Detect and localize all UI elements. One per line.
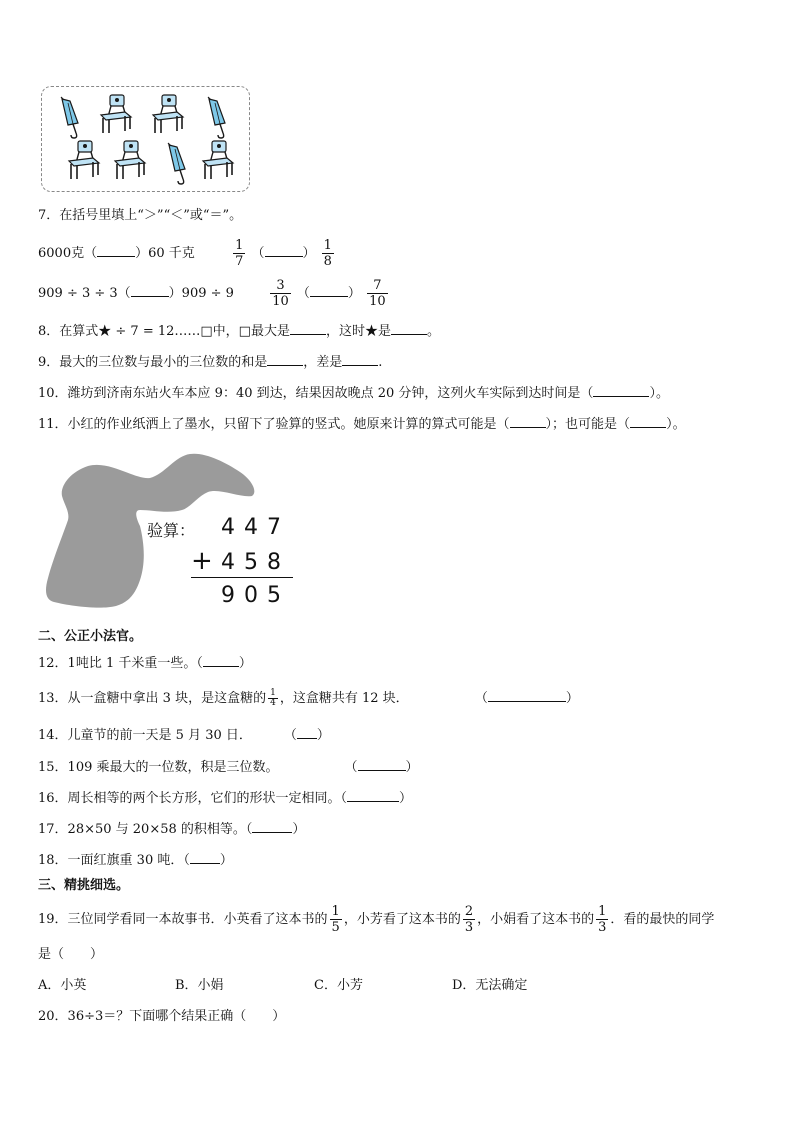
q15: 15．109 乘最大的一位数，积是三位数。 （ ） [38, 760, 419, 775]
chair-icon [115, 141, 145, 179]
q20: 20．36÷3＝？下面哪个结果正确（ ） [38, 1009, 286, 1024]
addend-2: 4 5 8 [221, 550, 282, 575]
answer-blank[interactable] [347, 789, 399, 802]
answer-blank[interactable] [510, 415, 546, 428]
chair-icon [69, 141, 99, 179]
answer-blank[interactable] [290, 322, 326, 335]
answer-blank[interactable] [252, 820, 292, 833]
fraction-1-3: $\frac{1}{3}$ [598, 904, 607, 935]
answer-blank[interactable] [391, 322, 427, 335]
answer-blank[interactable] [342, 353, 378, 366]
sum-result: 9 0 5 [221, 583, 282, 608]
umbrella-icon [208, 97, 225, 138]
chair-icon [153, 95, 183, 133]
q8: 8．在算式★ ÷ 7 = 12……□中，□最大是 ，这时★是 。 [38, 324, 440, 339]
picture-box [41, 86, 250, 192]
answer-blank[interactable] [97, 244, 135, 257]
option-b[interactable]: B．小娟 [175, 978, 224, 993]
q12: 12．1吨比 1 千米重一些。（ ） [38, 656, 252, 671]
option-a[interactable]: A．小英 [38, 978, 87, 993]
fraction-3-10: $\frac{3}{10}$ [272, 278, 289, 309]
q16: 16．周长相等的两个长方形，它们的形状一定相同。（ ） [38, 791, 413, 806]
section-3-title: 三、精挑细选。 [38, 878, 130, 893]
q18: 18．一面红旗重 30 吨．（ ） [38, 853, 233, 868]
fraction-1-8: $\frac{1}{8}$ [323, 238, 332, 269]
fraction-2-3: $\frac{2}{3}$ [464, 904, 474, 935]
q19-options [38, 977, 638, 995]
answer-blank[interactable] [630, 415, 666, 428]
fraction-1-4: $\frac{1}{4}$ [270, 688, 276, 708]
chair-icon [101, 95, 131, 133]
q19: 19．三位同学看同一本故事书．小英看了这本书的 $\frac{1}{5}$ ，小芳看了这本书的 $\frac{2}{3}$ ，小娟看了这本书的 $\frac{1}{3}$ ．看的最快的同学 [38, 904, 715, 935]
fraction-7-10: $\frac{7}{10}$ [369, 278, 386, 309]
answer-blank[interactable] [310, 284, 348, 297]
fraction-1-7: $\frac{1}{7}$ [235, 238, 244, 269]
answer-blank[interactable] [190, 851, 220, 864]
option-c[interactable]: C．小芳 [314, 978, 363, 993]
plus-sign: + [191, 546, 213, 576]
q9: 9．最大的三位数与最小的三位数的和是 ，差是 . [38, 355, 383, 370]
q11: 11．小红的作业纸洒上了墨水，只留下了验算的竖式。她原来计算的算式可能是（ ）；也可能是（ ）。 [38, 417, 686, 432]
verification-label: 验算： [147, 521, 196, 540]
q14: 14．儿童节的前一天是 5 月 30 日． （ ） [38, 728, 330, 743]
answer-blank[interactable] [131, 284, 169, 297]
answer-blank[interactable] [265, 244, 303, 257]
answer-blank[interactable] [488, 689, 566, 702]
answer-blank[interactable] [267, 353, 303, 366]
fraction-1-5: $\frac{1}{5}$ [331, 904, 340, 935]
q19-line2: 是（ ） [38, 947, 104, 962]
chair-icon [203, 141, 233, 179]
answer-blank[interactable] [358, 758, 406, 771]
addend-1: 4 4 7 [221, 515, 282, 540]
q7-title: 7．在括号里填上“＞”“＜”或“＝”。 [38, 208, 243, 223]
answer-blank[interactable] [203, 654, 239, 667]
answer-blank[interactable] [593, 384, 649, 397]
umbrella-icon [168, 143, 185, 184]
section-2-title: 二、公正小法官。 [38, 629, 143, 644]
umbrella-icon [61, 97, 78, 138]
q13: 13．从一盒糖中拿出 3 块，是这盒糖的 $\frac{1}{4}$ ，这盒糖共有 12 块． （ ） [38, 688, 579, 708]
q10: 10．潍坊到济南东站火车本应 9：40 到达，结果因故晚点 20 分钟，这列火车实际到达时间是（ ）。 [38, 386, 669, 401]
q17: 17．28×50 与 20×58 的积相等。（ ） [38, 822, 306, 837]
q7-row2: 909 ÷ 3 ÷ 3（ ）909 ÷ 9 $\frac{3}{10}$ （ ） $\frac{7}{10}$ [38, 278, 386, 309]
option-d[interactable]: D．无法确定 [452, 978, 528, 993]
umbrella-chair-illustration [42, 87, 249, 191]
answer-blank[interactable] [297, 726, 317, 739]
q7-row1: 6000克（ ）60 千克 $\frac{1}{7}$ （ ） $\frac{1}{8}$ [38, 238, 332, 269]
sum-line [191, 577, 293, 578]
